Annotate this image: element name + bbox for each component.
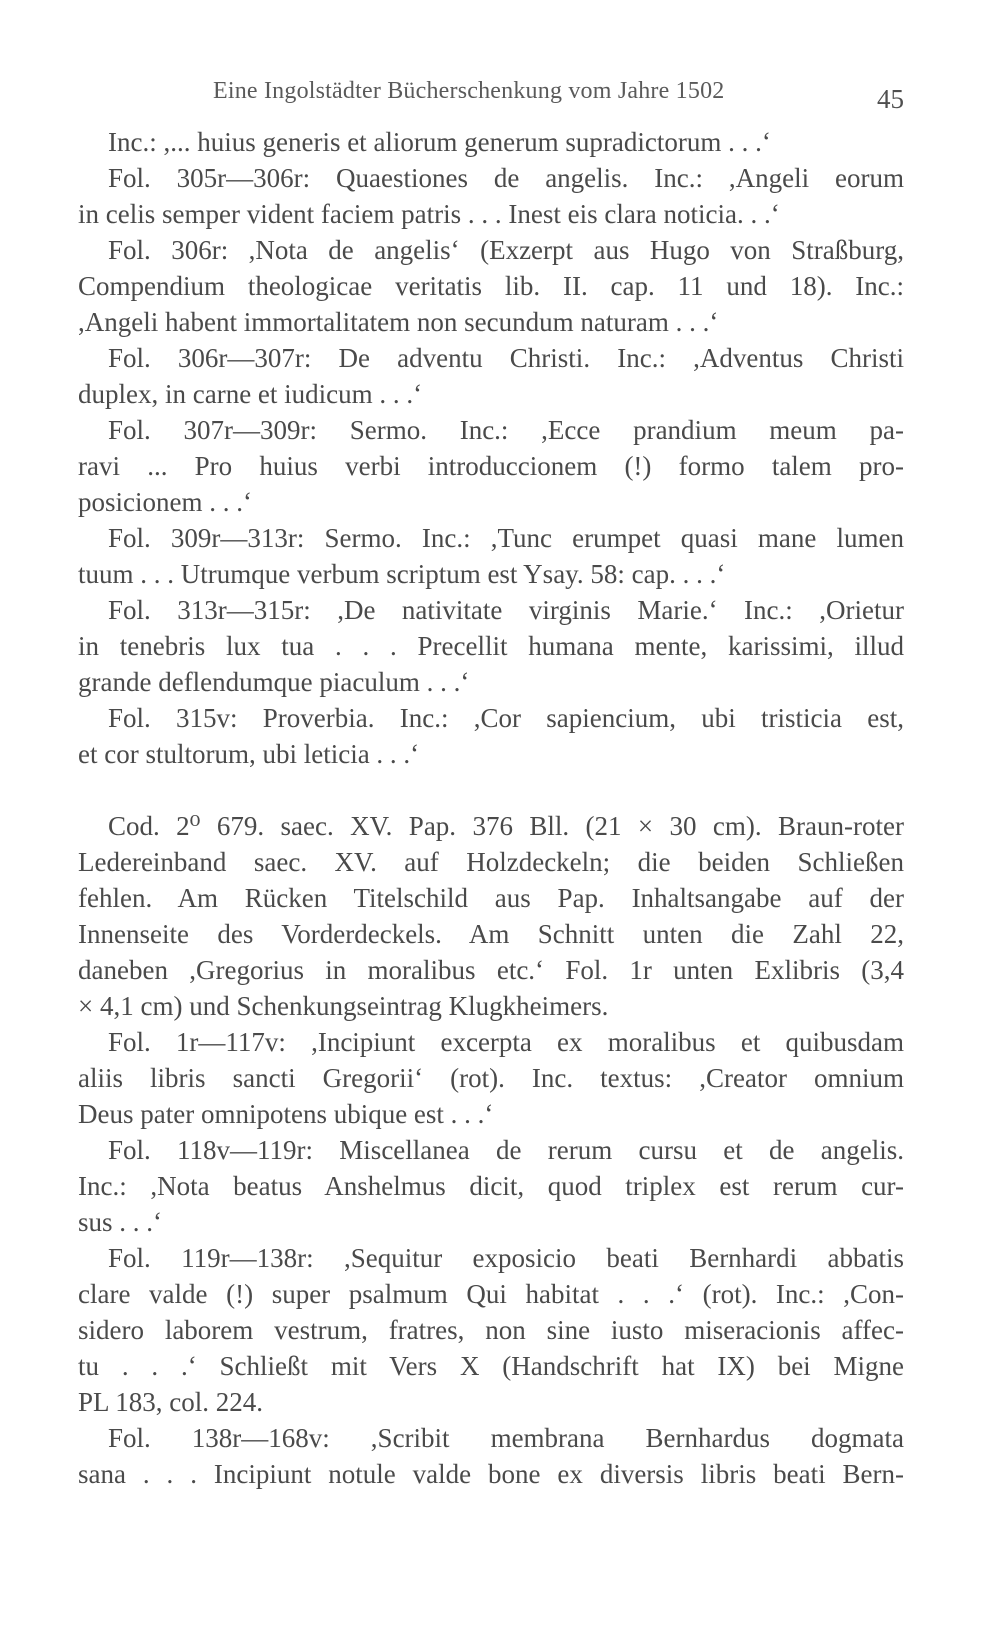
page-number: 45: [877, 84, 904, 114]
text-line: ravi ... Pro huius verbi introduccionem (!) formo talem pro-: [78, 451, 904, 481]
running-head: [78, 60, 904, 114]
text-line: posicionem . . .‘: [78, 487, 252, 517]
running-title: Eine Ingolstädter Bücherschenkung vom Jahre 1502: [213, 78, 725, 104]
text-line: Inc.: ,... huius generis et aliorum generum supradictorum . . .‘: [108, 127, 771, 157]
text-line: Fol. 306r—307r: De adventu Christi. Inc.: ,Adventus Christi: [108, 343, 904, 373]
text-line: sidero laborem vestrum, fratres, non sine iusto miseracionis affec-: [78, 1315, 904, 1345]
text-line: Inc.: ,Nota beatus Anshelmus dicit, quod triplex est rerum cur-: [78, 1171, 904, 1201]
text-line: sana . . . Incipiunt notule valde bone ex diversis libris beati Bern-: [78, 1459, 904, 1489]
entry-block-cod-continued: [78, 124, 904, 772]
text-line: Fol. 307r—309r: Sermo. Inc.: ,Ecce prandium meum pa-: [108, 415, 904, 445]
text-line: Fol. 1r—117v: ,Incipiunt excerpta ex moralibus et quibusdam: [108, 1027, 904, 1057]
text-line: Deus pater omnipotens ubique est . . .‘: [78, 1099, 494, 1129]
text-line: PL 183, col. 224.: [78, 1387, 263, 1417]
text-line: sus . . .‘: [78, 1207, 163, 1237]
text-line: Ledereinband saec. XV. auf Holzdeckeln; die beiden Schließen: [78, 847, 904, 877]
text-line: Fol. 119r—138r: ,Sequitur exposicio beati Bernhardi abbatis: [108, 1243, 904, 1273]
text-line: Compendium theologicae veritatis lib. II. cap. 11 und 18). Inc.:: [78, 271, 904, 301]
text-line: Fol. 305r—306r: Quaestiones de angelis. Inc.: ,Angeli eorum: [108, 163, 904, 193]
text-line: Fol. 118v—119r: Miscellanea de rerum cursu et de angelis.: [108, 1135, 904, 1165]
text-line: daneben ,Gregorius in moralibus etc.‘ Fol. 1r unten Exlibris (3,4: [78, 955, 904, 985]
text-line: in tenebris lux tua . . . Precellit humana mente, karissimi, illud: [78, 631, 904, 661]
text-line: Fol. 138r—168v: ,Scribit membrana Bernhardus dogmata: [108, 1423, 904, 1453]
text-line: tuum . . . Utrumque verbum scriptum est Ysay. 58: cap. . . .‘: [78, 559, 726, 589]
text-line: et cor stultorum, ubi leticia . . .‘: [78, 739, 420, 769]
text-line: Fol. 309r—313r: Sermo. Inc.: ,Tunc erumpet quasi mane lumen: [108, 523, 904, 553]
section-spacer: [78, 772, 904, 808]
book-page: [78, 60, 904, 1492]
text-line: duplex, in carne et iudicum . . .‘: [78, 379, 423, 409]
text-line: grande deflendumque piaculum . . .‘: [78, 667, 470, 697]
text-line: Fol. 315v: Proverbia. Inc.: ,Cor sapiencium, ubi tristicia est,: [108, 703, 904, 733]
text-line: aliis libris sancti Gregorii‘ (rot). Inc. textus: ,Creator omnium: [78, 1063, 904, 1093]
text-line: ,Angeli habent immortalitatem non secundum naturam . . .‘: [78, 307, 719, 337]
text-line: clare valde (!) super psalmum Qui habitat . . .‘ (rot). Inc.: ,Con-: [78, 1279, 904, 1309]
text-line: fehlen. Am Rücken Titelschild aus Pap. Inhaltsangabe auf der: [78, 883, 904, 913]
text-line: Fol. 306r: ,Nota de angelis‘ (Exzerpt aus Hugo von Straßburg,: [108, 235, 904, 265]
text-line: tu . . .‘ Schließt mit Vers X (Handschrift hat IX) bei Migne: [78, 1351, 904, 1381]
text-line: Innenseite des Vorderdeckels. Am Schnitt unten die Zahl 22,: [78, 919, 904, 949]
text-line: × 4,1 cm) und Schenkungseintrag Klugkheimers.: [78, 991, 609, 1021]
text-line: in celis semper vident faciem patris . . . Inest eis clara noticia. . .‘: [78, 199, 780, 229]
text-line: Fol. 313r—315r: ,De nativitate virginis Marie.‘ Inc.: ,Orietur: [108, 595, 904, 625]
entry-block-cod-679: [78, 808, 904, 1492]
text-line: Cod. 2⁰ 679. saec. XV. Pap. 376 Bll. (21 × 30 cm). Braun-roter: [108, 811, 904, 841]
